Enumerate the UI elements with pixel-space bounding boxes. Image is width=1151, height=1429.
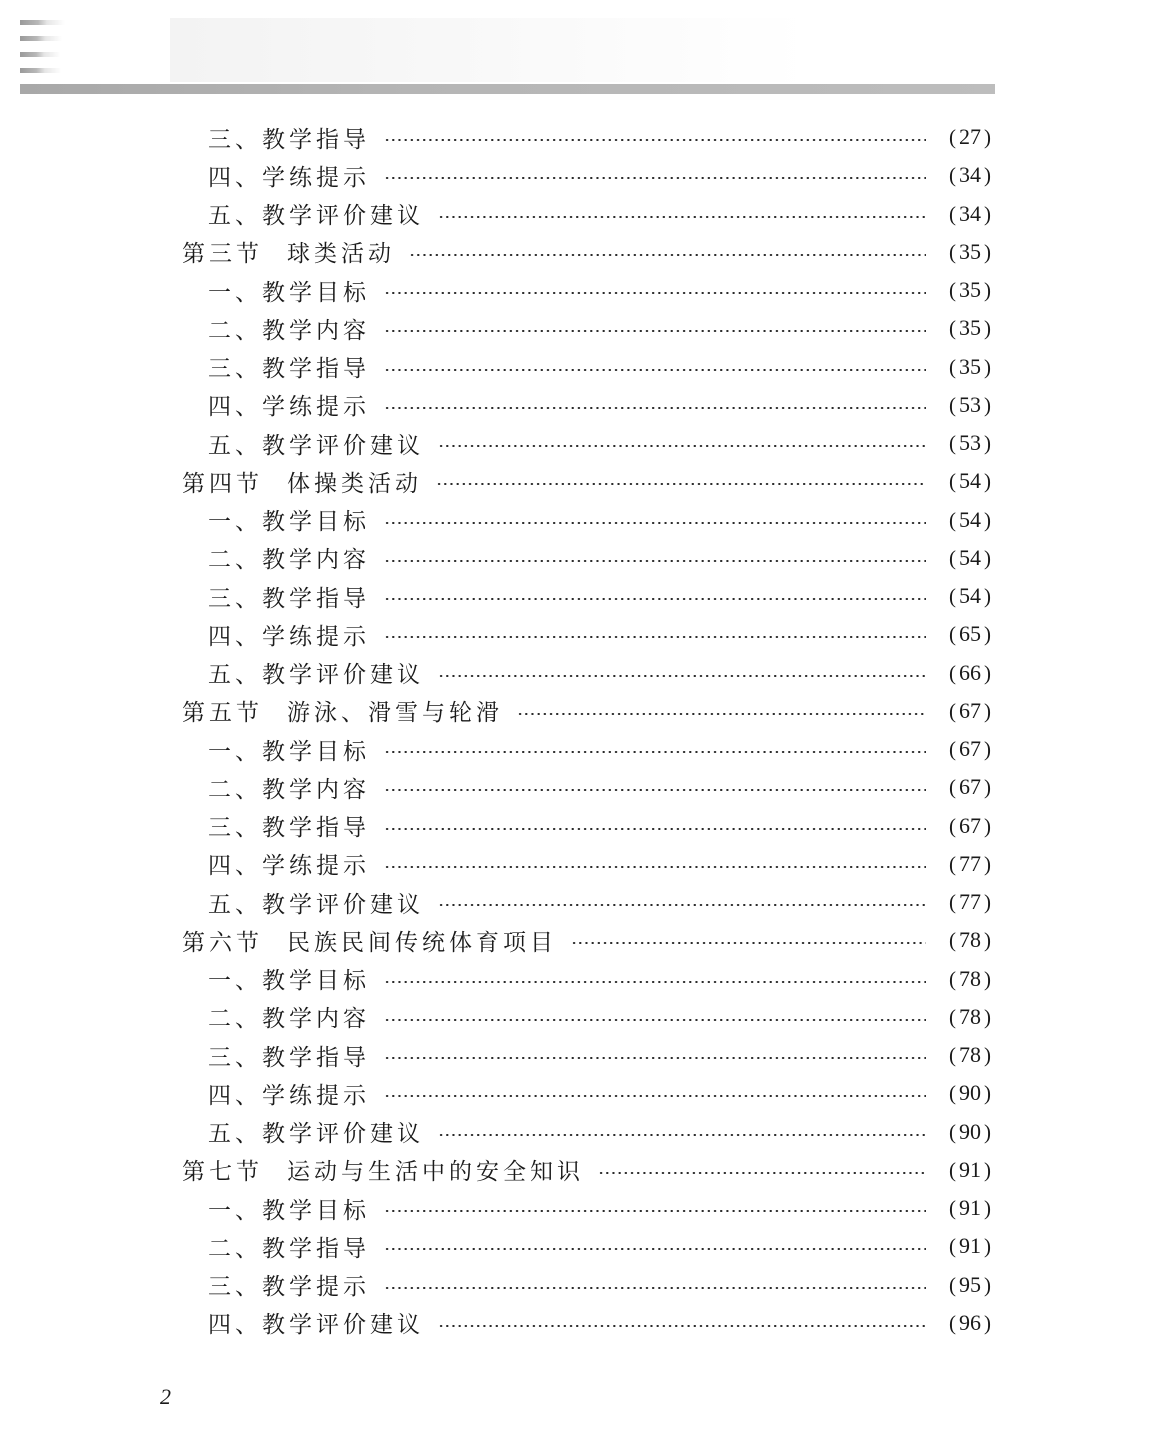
toc-page-number (932, 851, 994, 877)
entry-title: 运动与生活中的安全知识 (287, 1159, 584, 1186)
toc-page-number (932, 1272, 994, 1298)
paren-close: ) (984, 201, 991, 226)
dot-leader (384, 1019, 926, 1021)
entry-title: 四、学练提示 (208, 1082, 370, 1109)
toc-subsection-entry[interactable] (182, 1304, 994, 1342)
toc-page-number (932, 239, 994, 265)
toc-subsection-entry[interactable] (182, 118, 994, 156)
toc-subsection-entry[interactable] (182, 1189, 994, 1227)
entry-title: 游泳、滑雪与轮滑 (287, 700, 503, 727)
paren-open: ( (949, 737, 956, 762)
dot-leader (438, 904, 926, 906)
paren-close: ) (984, 392, 991, 417)
toc-page-number (932, 277, 994, 303)
toc-entry-label (208, 847, 378, 880)
toc-page-number (932, 583, 994, 609)
paren-close: ) (984, 163, 991, 188)
toc-entry-label (208, 1000, 378, 1033)
paren-open: ( (949, 1234, 956, 1259)
toc-page-number (932, 392, 994, 418)
entry-title: 四、学练提示 (208, 623, 370, 650)
entry-title: 二、教学内容 (208, 1006, 370, 1033)
entry-title: 五、教学评价建议 (208, 891, 424, 918)
page-number: 2 (160, 1384, 171, 1409)
entry-title: 四、学练提示 (208, 853, 370, 880)
page-value: 91 (959, 1195, 981, 1221)
toc-page-number (932, 774, 994, 800)
paren-close: ) (984, 1081, 991, 1106)
page-value: 35 (959, 277, 981, 303)
dot-leader (384, 598, 926, 600)
page-value: 54 (959, 506, 981, 532)
toc-subsection-entry[interactable] (182, 807, 994, 845)
header-fade (170, 18, 810, 82)
toc-subsection-entry[interactable] (182, 845, 994, 883)
dot-leader (571, 942, 926, 944)
entry-title: 一、教学目标 (208, 279, 370, 306)
toc-page-number (932, 1195, 994, 1221)
toc-page-number (932, 354, 994, 380)
dot-leader (436, 483, 926, 485)
entry-title: 二、教学指导 (208, 1235, 370, 1262)
entry-title: 一、教学目标 (208, 738, 370, 765)
paren-close: ) (984, 469, 991, 494)
paren-open: ( (949, 1081, 956, 1106)
toc-subsection-entry[interactable] (182, 156, 994, 194)
page-value: 27 (959, 124, 981, 150)
page-value: 78 (959, 1003, 981, 1029)
toc-page-number (932, 315, 994, 341)
toc-page-number (932, 1157, 994, 1183)
toc-entry-label (208, 427, 432, 460)
section-number: 第五节 (182, 700, 263, 727)
section-number: 第三节 (182, 241, 263, 268)
paren-close: ) (984, 737, 991, 762)
toc-subsection-entry[interactable] (182, 1113, 994, 1151)
page-value: 77 (959, 850, 981, 876)
paren-close: ) (984, 1272, 991, 1297)
page-value: 67 (959, 697, 981, 723)
paren-open: ( (949, 469, 956, 494)
toc-entry-label (208, 733, 378, 766)
page-value: 35 (959, 238, 981, 264)
paren-close: ) (984, 1043, 991, 1068)
paren-close: ) (984, 660, 991, 685)
toc-subsection-entry[interactable] (182, 577, 994, 615)
entry-title: 四、教学评价建议 (208, 1312, 424, 1339)
dot-leader (384, 369, 926, 371)
page-value: 66 (959, 659, 981, 685)
entry-title: 五、教学评价建议 (208, 1121, 424, 1148)
toc-page-number (932, 1310, 994, 1336)
toc-entry-label (208, 503, 378, 536)
entry-title: 二、教学内容 (208, 547, 370, 574)
toc-subsection-entry[interactable] (182, 386, 994, 424)
section-number: 第六节 (182, 929, 263, 956)
entry-title: 一、教学目标 (208, 509, 370, 536)
toc-section-entry[interactable] (182, 462, 994, 500)
entry-title: 四、学练提示 (208, 164, 370, 191)
toc-entry-label (182, 1153, 592, 1186)
paren-open: ( (949, 622, 956, 647)
paren-close: ) (984, 316, 991, 341)
entry-title: 三、教学指导 (208, 815, 370, 842)
entry-title: 体操类活动 (287, 470, 422, 497)
toc-subsection-entry[interactable] (182, 539, 994, 577)
toc-page-number (932, 430, 994, 456)
page-value: 91 (959, 1233, 981, 1259)
entry-title: 一、教学目标 (208, 968, 370, 995)
toc-entry-label (208, 618, 378, 651)
dot-leader (438, 1134, 926, 1136)
paren-close: ) (984, 584, 991, 609)
toc-page-number (932, 545, 994, 571)
page-value: 54 (959, 583, 981, 609)
paren-close: ) (984, 698, 991, 723)
dot-leader (384, 1210, 926, 1212)
toc-subsection-entry[interactable] (182, 768, 994, 806)
paren-close: ) (984, 431, 991, 456)
toc-page-number (932, 889, 994, 915)
page-value: 90 (959, 1118, 981, 1144)
entry-title: 二、教学内容 (208, 317, 370, 344)
toc-entry-label (182, 694, 511, 727)
toc-subsection-entry[interactable] (182, 998, 994, 1036)
section-number: 第四节 (182, 470, 263, 497)
dot-leader (384, 636, 926, 638)
paren-open: ( (949, 239, 956, 264)
toc-entry-label (208, 656, 432, 689)
paren-open: ( (949, 1004, 956, 1029)
dot-leader (598, 1172, 926, 1174)
entry-title: 民族民间传统体育项目 (287, 929, 557, 956)
paren-close: ) (984, 354, 991, 379)
toc-page-number (932, 1080, 994, 1106)
paren-close: ) (984, 1310, 991, 1335)
page-value: 78 (959, 927, 981, 953)
dot-leader (384, 1287, 926, 1289)
dot-leader (384, 407, 926, 409)
paren-open: ( (949, 966, 956, 991)
paren-open: ( (949, 890, 956, 915)
paren-close: ) (984, 1234, 991, 1259)
entry-title: 五、教学评价建议 (208, 432, 424, 459)
page-value: 90 (959, 1080, 981, 1106)
paren-close: ) (984, 1004, 991, 1029)
paren-open: ( (949, 775, 956, 800)
paren-open: ( (949, 851, 956, 876)
paren-close: ) (984, 928, 991, 953)
dot-leader (384, 1095, 926, 1097)
dot-leader (438, 1325, 926, 1327)
paren-close: ) (984, 545, 991, 570)
dot-leader (409, 254, 926, 256)
paren-close: ) (984, 851, 991, 876)
dot-leader (384, 1057, 926, 1059)
dot-leader (384, 789, 926, 791)
toc-entry-label (208, 274, 378, 307)
paren-close: ) (984, 1157, 991, 1182)
page-value: 96 (959, 1309, 981, 1335)
toc-page-number (932, 1119, 994, 1145)
dot-leader (384, 522, 926, 524)
paren-close: ) (984, 622, 991, 647)
toc-entry-label (208, 388, 378, 421)
page-value: 35 (959, 353, 981, 379)
toc-entry-label (208, 771, 378, 804)
toc-page-number (932, 660, 994, 686)
dot-leader (384, 560, 926, 562)
paren-open: ( (949, 201, 956, 226)
toc-entry-label (208, 350, 378, 383)
page-value: 35 (959, 315, 981, 341)
paren-close: ) (984, 278, 991, 303)
toc-page-number (932, 1042, 994, 1068)
entry-title: 三、教学指导 (208, 356, 370, 383)
toc-page-number (932, 966, 994, 992)
toc-entry-label (208, 580, 378, 613)
toc-entry-label (182, 924, 565, 957)
toc-entry-label (208, 962, 378, 995)
toc-page-number (932, 124, 994, 150)
toc-page-number (932, 1233, 994, 1259)
toc-subsection-entry[interactable] (182, 271, 994, 309)
paren-close: ) (984, 775, 991, 800)
entry-title: 球类活动 (287, 241, 395, 268)
paren-open: ( (949, 125, 956, 150)
toc-entry-label (208, 197, 432, 230)
toc-section-entry[interactable] (182, 921, 994, 959)
toc-subsection-entry[interactable] (182, 1036, 994, 1074)
toc-entry-label (208, 312, 378, 345)
header-decoration (20, 18, 995, 96)
toc-subsection-entry[interactable] (182, 1227, 994, 1265)
toc-entry-label (208, 1268, 378, 1301)
toc-section-entry[interactable] (182, 1151, 994, 1189)
toc-entry-label (208, 541, 378, 574)
entry-title: 五、教学评价建议 (208, 203, 424, 230)
page-value: 54 (959, 468, 981, 494)
page-value: 34 (959, 200, 981, 226)
toc-subsection-entry[interactable] (182, 883, 994, 921)
toc-page-number (932, 1004, 994, 1030)
toc-entry-label (182, 465, 430, 498)
toc-page-number (932, 927, 994, 953)
entry-title: 三、教学指导 (208, 1044, 370, 1071)
toc-entry-label (208, 1230, 378, 1263)
dot-leader (384, 981, 926, 983)
toc-page-number (932, 736, 994, 762)
paren-close: ) (984, 813, 991, 838)
paren-open: ( (949, 431, 956, 456)
dot-leader (384, 866, 926, 868)
toc-entry-label (182, 235, 403, 268)
toc-entry-label (208, 1192, 378, 1225)
toc-entry-label (208, 121, 378, 154)
page-value: 53 (959, 430, 981, 456)
paren-close: ) (984, 966, 991, 991)
paren-open: ( (949, 698, 956, 723)
paren-open: ( (949, 1310, 956, 1335)
toc-subsection-entry[interactable] (182, 960, 994, 998)
toc-subsection-entry[interactable] (182, 501, 994, 539)
page-value: 91 (959, 1156, 981, 1182)
header-stripe (20, 52, 155, 57)
paren-open: ( (949, 163, 956, 188)
toc-entry-label (208, 1306, 432, 1339)
entry-title: 一、教学目标 (208, 1197, 370, 1224)
toc-page-number (932, 468, 994, 494)
dot-leader (384, 177, 926, 179)
toc-subsection-entry[interactable] (182, 309, 994, 347)
dot-leader (384, 139, 926, 141)
paren-close: ) (984, 239, 991, 264)
paren-open: ( (949, 660, 956, 685)
page-value: 78 (959, 965, 981, 991)
dot-leader (517, 713, 926, 715)
dot-leader (438, 445, 926, 447)
paren-close: ) (984, 1196, 991, 1221)
toc-section-entry[interactable] (182, 233, 994, 271)
dot-leader (384, 292, 926, 294)
toc-subsection-entry[interactable] (182, 424, 994, 462)
dot-leader (384, 330, 926, 332)
page-value: 77 (959, 889, 981, 915)
toc-subsection-entry[interactable] (182, 348, 994, 386)
toc-subsection-entry[interactable] (182, 654, 994, 692)
header-rule (20, 84, 995, 94)
paren-open: ( (949, 354, 956, 379)
header-stripe (20, 20, 170, 25)
paren-open: ( (949, 1043, 956, 1068)
entry-title: 五、教学评价建议 (208, 662, 424, 689)
toc-page-number (932, 201, 994, 227)
toc-entry-label (208, 159, 378, 192)
paren-open: ( (949, 1119, 956, 1144)
entry-title: 二、教学内容 (208, 776, 370, 803)
toc-entry-label (208, 1077, 378, 1110)
dot-leader (384, 828, 926, 830)
paren-open: ( (949, 1157, 956, 1182)
paren-open: ( (949, 392, 956, 417)
toc-entry-label (208, 1039, 378, 1072)
toc-subsection-entry[interactable] (182, 1074, 994, 1112)
page-value: 78 (959, 1042, 981, 1068)
paren-open: ( (949, 316, 956, 341)
dot-leader (384, 1248, 926, 1250)
toc-entry-label (208, 886, 432, 919)
toc-subsection-entry[interactable] (182, 1266, 994, 1304)
paren-close: ) (984, 507, 991, 532)
entry-title: 三、教学提示 (208, 1274, 370, 1301)
page-value: 65 (959, 621, 981, 647)
paren-close: ) (984, 125, 991, 150)
entry-title: 四、学练提示 (208, 394, 370, 421)
section-number: 第七节 (182, 1159, 263, 1186)
entry-title: 三、教学指导 (208, 126, 370, 153)
toc-entry-label (208, 1115, 432, 1148)
toc-page-number (932, 507, 994, 533)
page-value: 67 (959, 736, 981, 762)
page-value: 67 (959, 812, 981, 838)
paren-open: ( (949, 545, 956, 570)
page-value: 95 (959, 1271, 981, 1297)
paren-open: ( (949, 1272, 956, 1297)
paren-open: ( (949, 813, 956, 838)
toc-subsection-entry[interactable] (182, 730, 994, 768)
dot-leader (438, 216, 926, 218)
paren-open: ( (949, 1196, 956, 1221)
toc-page-number (932, 162, 994, 188)
paren-close: ) (984, 890, 991, 915)
page-value: 54 (959, 544, 981, 570)
paren-open: ( (949, 928, 956, 953)
toc-page-number (932, 698, 994, 724)
page-value: 53 (959, 391, 981, 417)
paren-open: ( (949, 584, 956, 609)
toc-section-entry[interactable] (182, 692, 994, 730)
dot-leader (384, 751, 926, 753)
page-value: 34 (959, 162, 981, 188)
toc-subsection-entry[interactable] (182, 615, 994, 653)
toc-entry-label (208, 809, 378, 842)
table-of-contents (182, 118, 994, 1342)
page-value: 67 (959, 774, 981, 800)
toc-page-number (932, 813, 994, 839)
paren-open: ( (949, 278, 956, 303)
toc-subsection-entry[interactable] (182, 195, 994, 233)
header-stripe (20, 68, 158, 73)
dot-leader (438, 675, 926, 677)
paren-close: ) (984, 1119, 991, 1144)
entry-title: 三、教学指导 (208, 585, 370, 612)
header-stripe (20, 36, 160, 41)
paren-open: ( (949, 507, 956, 532)
toc-page-number (932, 621, 994, 647)
